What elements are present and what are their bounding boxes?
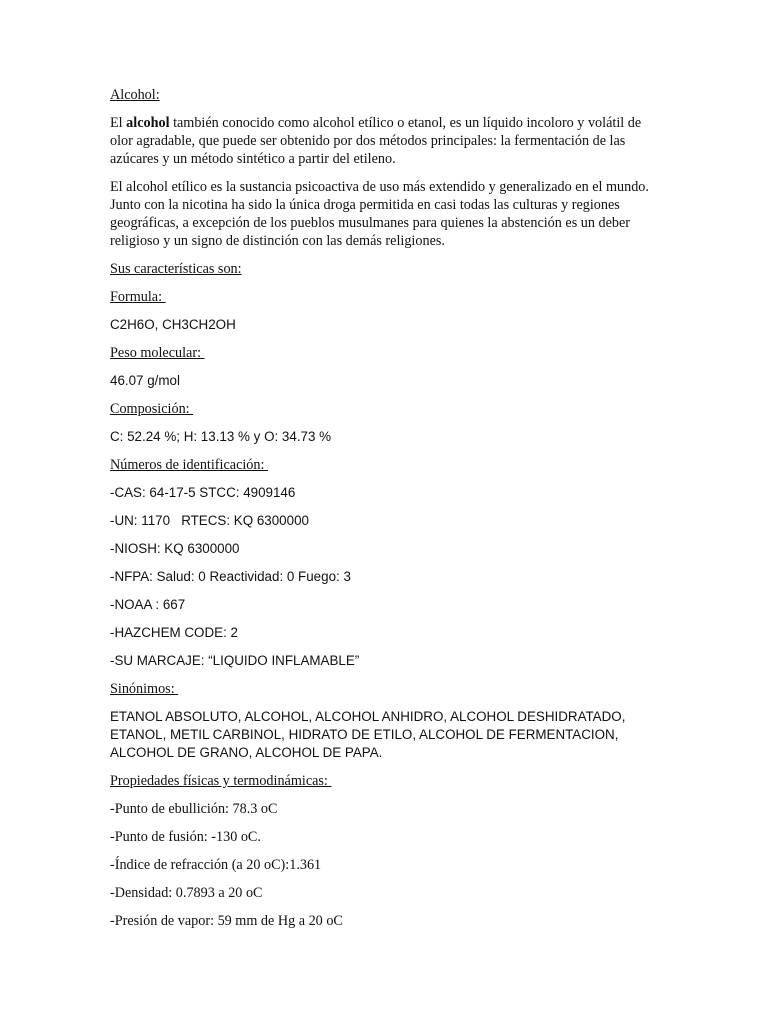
document-title: Alcohol: — [110, 87, 160, 103]
identification-item: -HAZCHEM CODE: 2 — [110, 625, 238, 640]
identification-heading: Números de identificación: — [110, 457, 268, 473]
social-context-paragraph: El alcohol etílico es la sustancia psicoactiva de uso más extendido y generalizado en el mundo. Junto con la nicotina ha sido la única droga permitida en casi todas las culturas y regiones geográficas, a excepción de los pueblos musulmanes para quienes la abstención es un deber religioso y un signo de distinción con las demás religiones. — [110, 179, 649, 249]
intro-paragraph — [110, 114, 655, 168]
property-item: -Presión de vapor: 59 mm de Hg a 20 oC — [110, 913, 343, 929]
properties-heading: Propiedades físicas y termodinámicas: — [110, 773, 332, 789]
characteristics-heading: Sus características son: — [110, 261, 242, 277]
formula-heading: Formula: — [110, 289, 166, 305]
synonyms-heading: Sinónimos: — [110, 681, 179, 697]
identification-item: -NFPA: Salud: 0 Reactividad: 0 Fuego: 3 — [110, 569, 351, 584]
property-item: -Índice de refracción (a 20 oC):1.361 — [110, 857, 322, 873]
intro-prefix: El — [110, 115, 127, 131]
identification-item: -UN: 1170 RTECS: KQ 6300000 — [110, 513, 309, 528]
property-item: -Punto de ebullición: 78.3 oC — [110, 801, 278, 817]
property-item: -Punto de fusión: -130 oC. — [110, 829, 261, 845]
document-page — [110, 86, 655, 940]
intro-rest: también conocido como alcohol etílico o etanol, es un líquido incoloro y volátil de olor agradable, que puede ser obtenido por dos métodos principales: la fermentación de las azúcares y un método sintético a partir del etileno. — [110, 115, 642, 167]
identification-item: -NOAA : 667 — [110, 597, 186, 612]
intro-bold-term: alcohol — [126, 115, 170, 131]
composition-value: C: 52.24 %; H: 13.13 % y O: 34.73 % — [110, 429, 332, 444]
identification-item: -NIOSH: KQ 6300000 — [110, 541, 240, 556]
synonyms-value: ETANOL ABSOLUTO, ALCOHOL, ALCOHOL ANHIDRO, ALCOHOL DESHIDRATADO, ETANOL, METIL CARBINOL, HIDRATO DE ETILO, ALCOHOL DE FERMENTACION, ALCOHOL DE GRANO, ALCOHOL DE PAPA. — [110, 709, 626, 760]
identification-item: -SU MARCAJE: “LIQUIDO INFLAMABLE” — [110, 653, 360, 668]
formula-value: C2H6O, CH3CH2OH — [110, 317, 236, 332]
property-item: -Densidad: 0.7893 a 20 oC — [110, 885, 263, 901]
composition-heading: Composición: — [110, 401, 194, 417]
molecular-weight-value: 46.07 g/mol — [110, 373, 180, 388]
molecular-weight-heading: Peso molecular: — [110, 345, 205, 361]
identification-item: -CAS: 64-17-5 STCC: 4909146 — [110, 485, 296, 500]
